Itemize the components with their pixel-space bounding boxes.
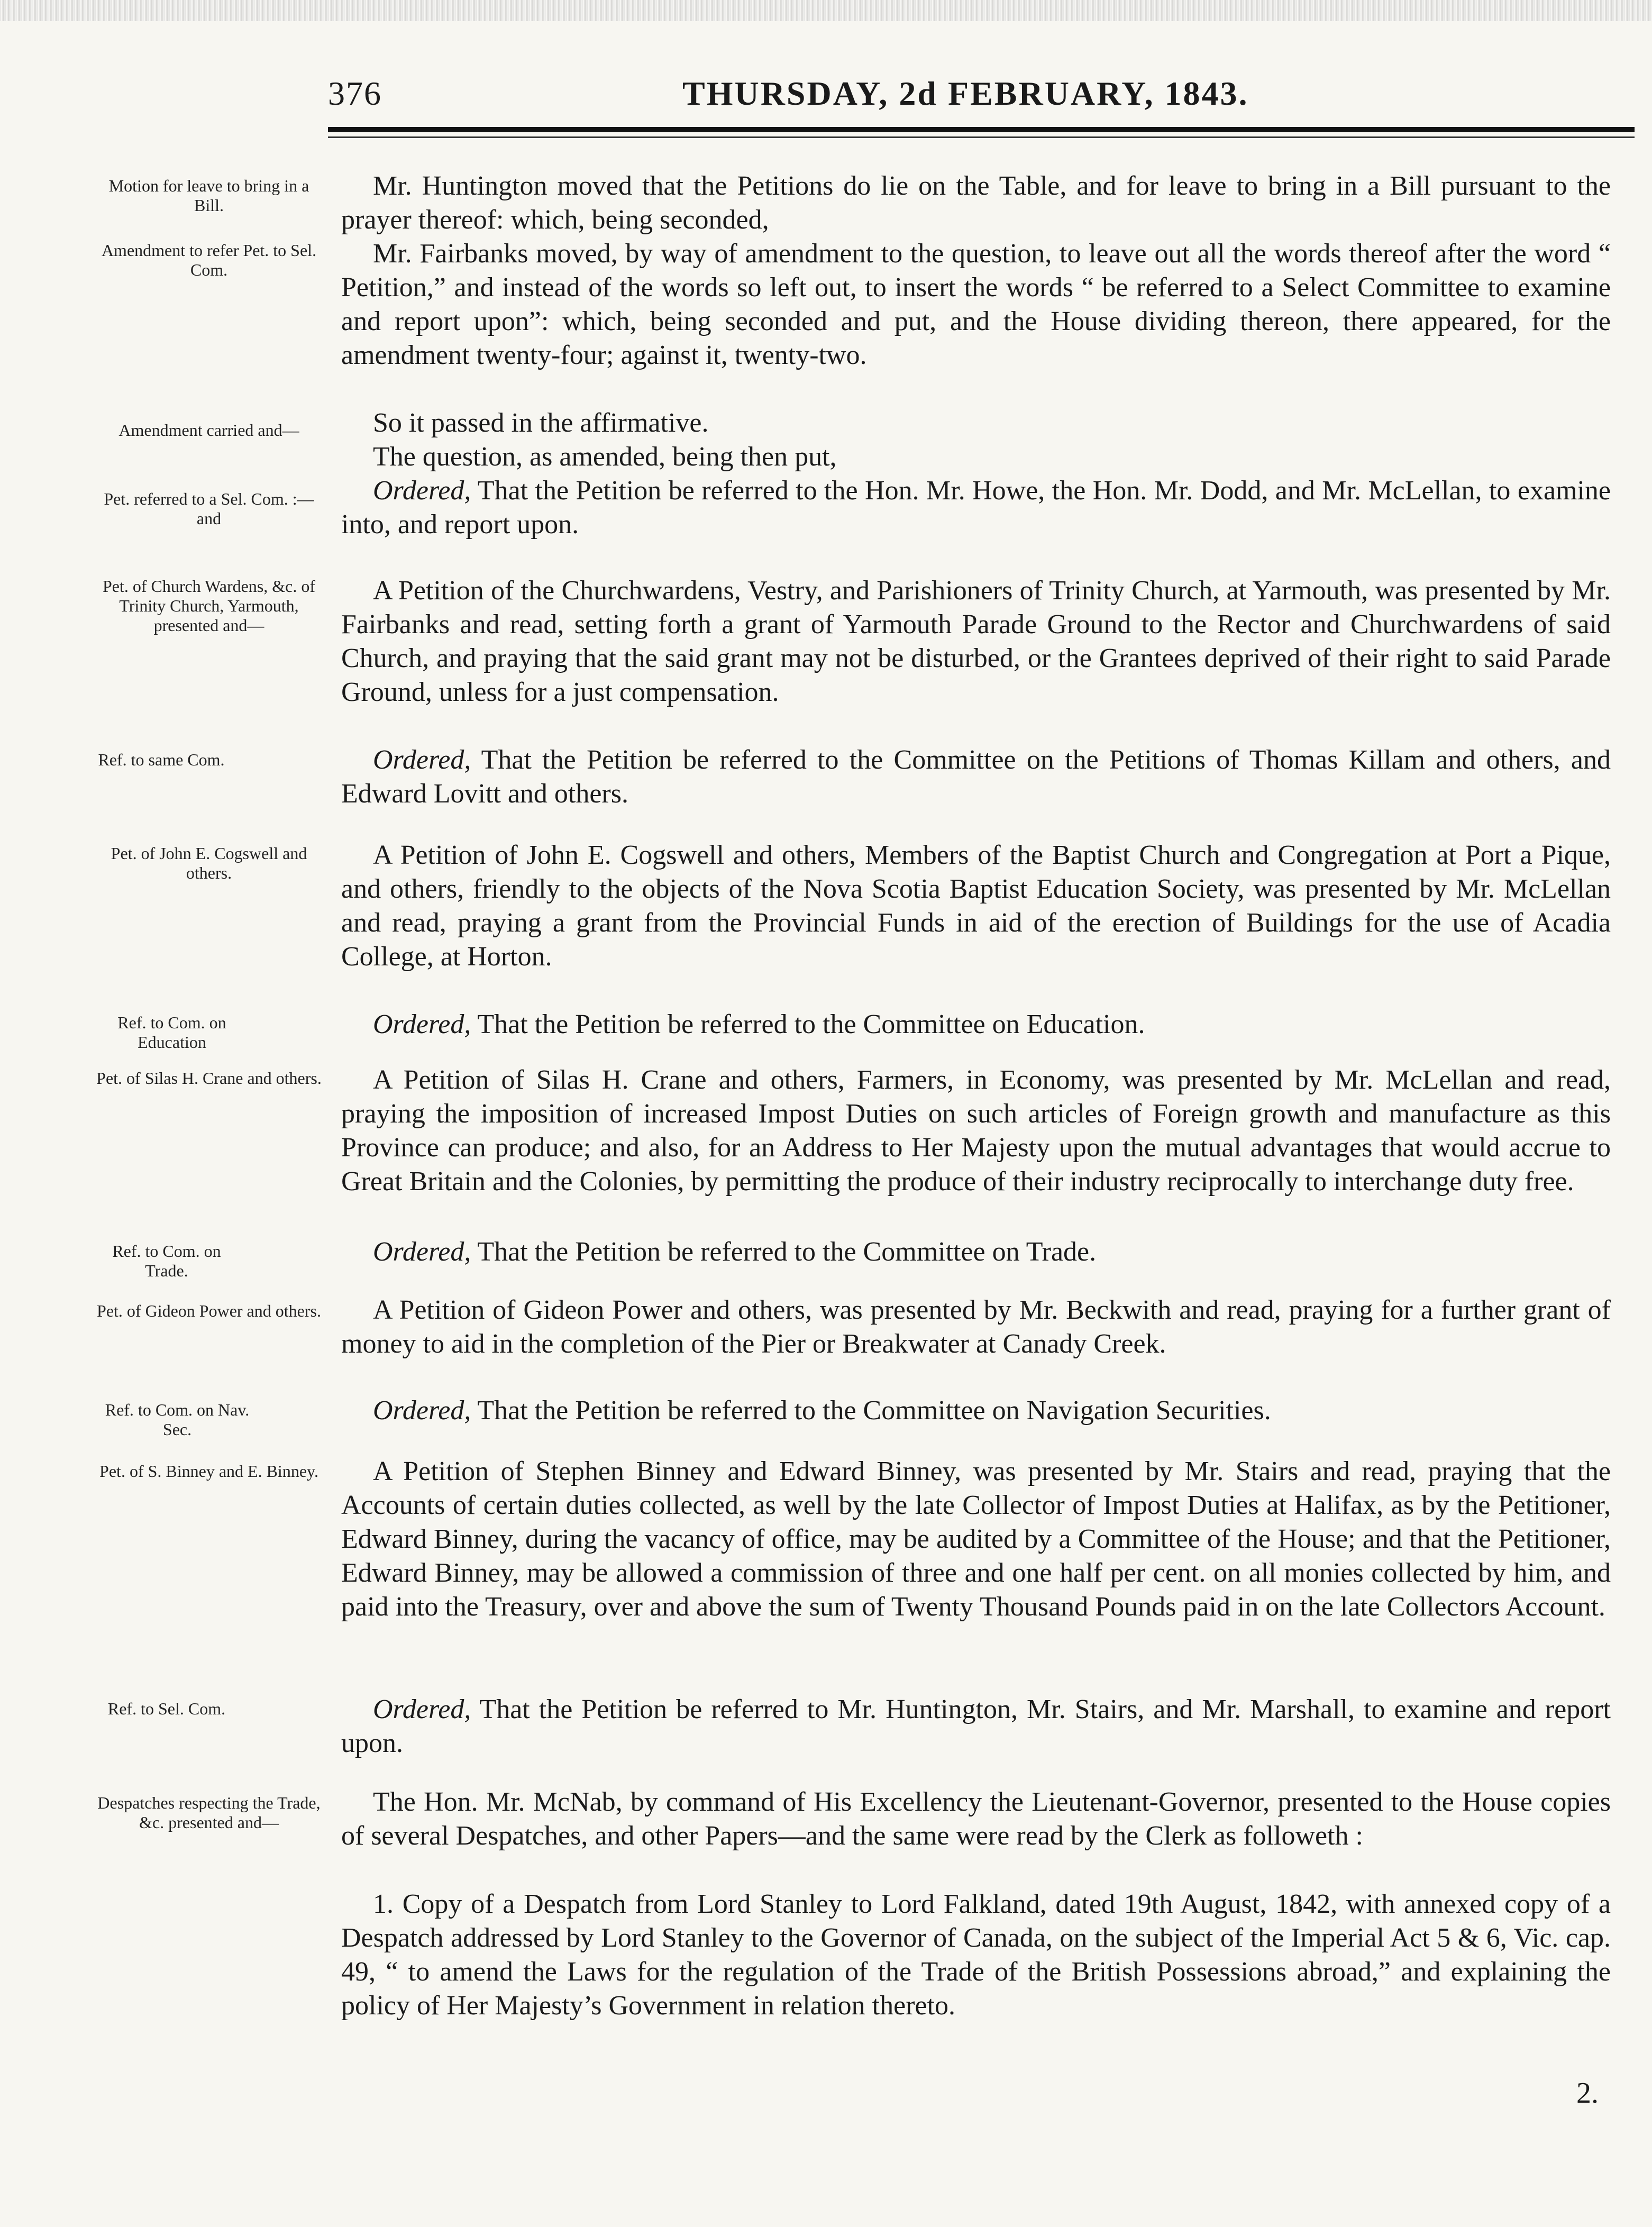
paragraph-text: That the Petition be referred to the Committee on Education. [477,1009,1145,1039]
paragraph-ordered [341,1394,1611,1428]
page-number: 376 [328,75,382,112]
paragraph-text: That the Petition be referred to Mr. Huntington, Mr. Stairs, and Mr. Marshall, to examine and report upon. [341,1694,1611,1758]
paragraph [341,440,1611,474]
paragraph-text: So it passed in the affirmative. [373,408,709,438]
paragraph-ordered [341,1235,1611,1269]
paragraph-text: The Hon. Mr. McNab, by command of His Excellency the Lieutenant-Governor, presented to the House copies of several Despatches, and other Papers—and the same were read by the Clerk as followeth : [341,1787,1611,1851]
paragraph-text: That the Petition be referred to the Committee on the Petitions of Thomas Killam and others, and Edward Lovitt and others. [341,745,1611,809]
margin-note: Despatches respecting the Trade, &c. presented and— [97,1793,321,1832]
paragraph-text: Mr. Fairbanks moved, by way of amendment to the question, to leave out all the words thereof after the word “ Petition,” and instead of the words so left out, to insert the words “ be referred to a Select Committee to examine and report upon”: which, being seconded and put, and the House dividing thereon, there appeared, for the amendment twenty-four; against it, twenty-two. [341,239,1611,370]
margin-note: Ref. to Com. on Trade. [112,1242,221,1280]
ordered-label: Ordered, [373,1009,471,1039]
paragraph-text: That the Petition be referred to the Committee on Navigation Securities. [477,1395,1271,1426]
margin-note: Pet. of S. Binney and E. Binney. [99,1462,318,1481]
paragraph-ordered [341,1693,1611,1760]
margin-note: Pet. of Silas H. Crane and others. [96,1069,322,1088]
paragraph-text: Mr. Huntington moved that the Petitions do lie on the Table, and for leave to bring in a Bill pursuant to the prayer thereof: which, being seconded, [341,171,1611,235]
ordered-label: Ordered, [373,476,471,506]
paragraph-text: 1. Copy of a Despatch from Lord Stanley to Lord Falkland, dated 19th August, 1842, with annexed copy of a Despatch addressed by Lord Stanley to the Governor of Canada, on the subject of the Imperial Act 5 & 6, Vic. cap. 49, “ to amend the Laws for the regulation of the Trade of the British Possessions abroad,” and explaining the policy of Her Majesty’s Government in relation thereto. [341,1889,1611,2021]
paragraph [341,838,1611,974]
catchword: 2. [1576,2077,1599,2110]
ordered-label: Ordered, [373,1237,471,1267]
paragraph-text: That the Petition be referred to the Committee on Trade. [477,1237,1097,1267]
margin-note: Ref. to same Com. [98,750,225,769]
margin-note: Ref. to Sel. Com. [107,1699,226,1718]
margin-note: Ref. to Com. on Nav. Sec. [105,1400,250,1439]
paragraph-text: A Petition of Silas H. Crane and others, Farmers, in Economy, was presented by Mr. McLellan and read, praying the imposition of increased Impost Duties on such articles of Foreign growth and manufacture as this Province can produce; and also, for an Address to Her Majesty upon the mutual advantages that would accrue to Great Britain and the Colonies, by permitting the produce of their industry reciprocally to interchange duty free. [341,1065,1611,1197]
paragraph-ordered [341,474,1611,542]
paragraph [341,237,1611,372]
paragraph-text: A Petition of John E. Cogswell and others, Members of the Baptist Church and Congregation at Port a Pique, and others, friendly to the objects of the Nova Scotia Baptist Education Society, was presented by Mr. McLellan and read, praying a grant from the Provincial Funds in aid of the erection of Buildings for the use of Acadia College, at Horton. [341,840,1611,972]
margin-note: Ref. to Com. on Education [117,1013,226,1052]
paragraph [341,406,1611,440]
ordered-label: Ordered, [373,1694,471,1724]
paragraph-ordered [341,743,1611,811]
margin-note: Motion for leave to bring in a Bill. [108,176,309,215]
ordered-label: Ordered, [373,745,471,775]
paragraph [341,1455,1611,1624]
margin-note: Pet. of John E. Cogswell and others. [111,844,307,882]
margin-note: Pet. referred to a Sel. Com. :—and [104,489,314,528]
paragraph [341,1887,1611,2023]
margin-note: Pet. of Gideon Power and others. [97,1301,321,1320]
paragraph [341,574,1611,709]
paragraph-ordered [341,1008,1611,1042]
paragraph [341,1063,1611,1199]
paragraph-text: A Petition of the Churchwardens, Vestry, and Parishioners of Trinity Church, at Yarmouth, was presented by Mr. Fairbanks and read, setting forth a grant of Yarmouth Parade Ground to the Rector and Churchwardens of said Church, and praying that the said grant may not be disturbed, or the Grantees deprived of their right to said Parade Ground, unless for a just compensation. [341,576,1611,707]
paragraph [341,1785,1611,1853]
ordered-label: Ordered, [373,1395,471,1426]
paragraph-text: A Petition of Gideon Power and others, was presented by Mr. Beckwith and read, praying for a further grant of money to aid in the completion of the Pier or Breakwater at Canady Creek. [341,1295,1611,1359]
running-head: THURSDAY, 2d FEBRUARY, 1843. [682,75,1249,112]
margin-note: Amendment carried and— [118,421,299,440]
margin-note: Amendment to refer Pet. to Sel. Com. [101,241,317,279]
paragraph-text: The question, as amended, being then put, [373,442,837,472]
margin-note: Pet. of Church Wardens, &c. of Trinity Church, Yarmouth, presented and— [102,577,316,635]
paragraph [341,1293,1611,1361]
paragraph-text: That the Petition be referred to the Hon. Mr. Howe, the Hon. Mr. Dodd, and Mr. McLellan, to examine into, and report upon. [341,476,1611,540]
paragraph-text: A Petition of Stephen Binney and Edward Binney, was presented by Mr. Stairs and read, praying that the Accounts of certain duties collected, as well by the late Collector of Impost Duties at Halifax, as by the Petitioner, Edward Binney, during the vacancy of office, may be audited by a Committee of the House; and that the Petitioner, Edward Binney, may be allowed a commission of three and one half per cent. on all monies collected by him, and paid into the Treasury, over and above the sum of Twenty Thousand Pounds paid in on the late Collectors Account. [341,1456,1611,1622]
paragraph [341,169,1611,237]
